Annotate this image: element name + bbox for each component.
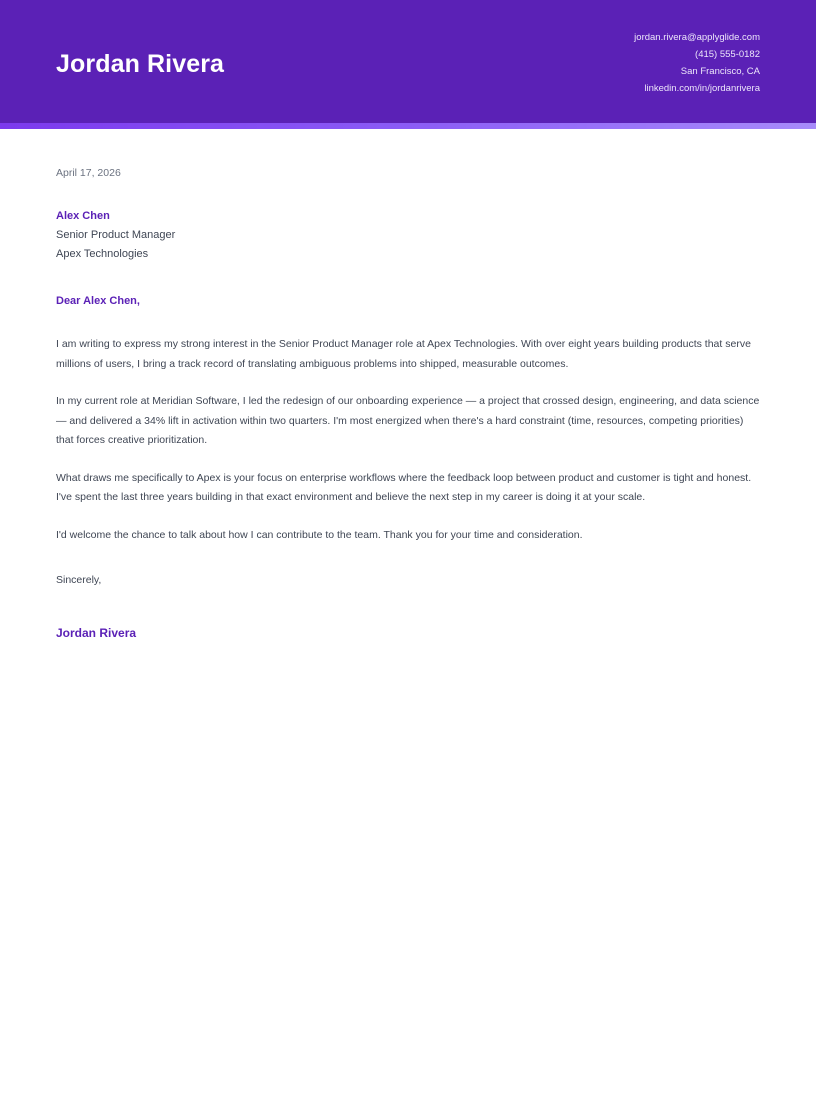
recipient-block <box>56 207 760 264</box>
recipient-company: Apex Technologies <box>56 248 149 260</box>
contact-linkedin: linkedin.com/in/jordanrivera <box>644 82 760 94</box>
applicant-name-heading: Jordan Rivera <box>56 49 225 78</box>
letter-body <box>0 129 816 643</box>
salutation: Dear Alex Chen, <box>56 295 140 307</box>
signature-name: Jordan Rivera <box>56 626 137 640</box>
contact-phone: (415) 555-0182 <box>695 48 760 60</box>
recipient-name: Alex Chen <box>56 210 110 222</box>
body-paragraph: I am writing to express my strong interest in the Senior Product Manager role at Apex Technologies. With over eight years building products that serve millions of users, I bring a track record of translating ambiguous problems into shipped, measurable outcomes. <box>56 338 751 370</box>
letter-header <box>0 0 816 123</box>
letter-date: April 17, 2026 <box>56 167 121 179</box>
contact-info-block <box>634 27 760 97</box>
closing-line: Sincerely, <box>56 574 102 586</box>
recipient-title: Senior Product Manager <box>56 229 176 241</box>
body-paragraph: In my current role at Meridian Software, I led the redesign of our onboarding experience — a project that crossed design, engineering, and data science — and delivered a 34% lift in activation within two quarters. I'm most energized when there's a hard constraint (time, resources, competing priorities) that forces creative prioritization. <box>56 395 760 446</box>
contact-location: San Francisco, CA <box>680 65 760 77</box>
body-paragraph: I'd welcome the chance to talk about how I can contribute to the team. Thank you for your time and consideration. <box>56 528 583 541</box>
body-paragraph: What draws me specifically to Apex is your focus on enterprise workflows where the feedback loop between product and customer is tight and honest. I've spent the last three years building in that exact environment and believe the next step in my career is doing it at your scale. <box>56 471 752 503</box>
contact-email: jordan.rivera@applyglide.com <box>634 31 760 43</box>
